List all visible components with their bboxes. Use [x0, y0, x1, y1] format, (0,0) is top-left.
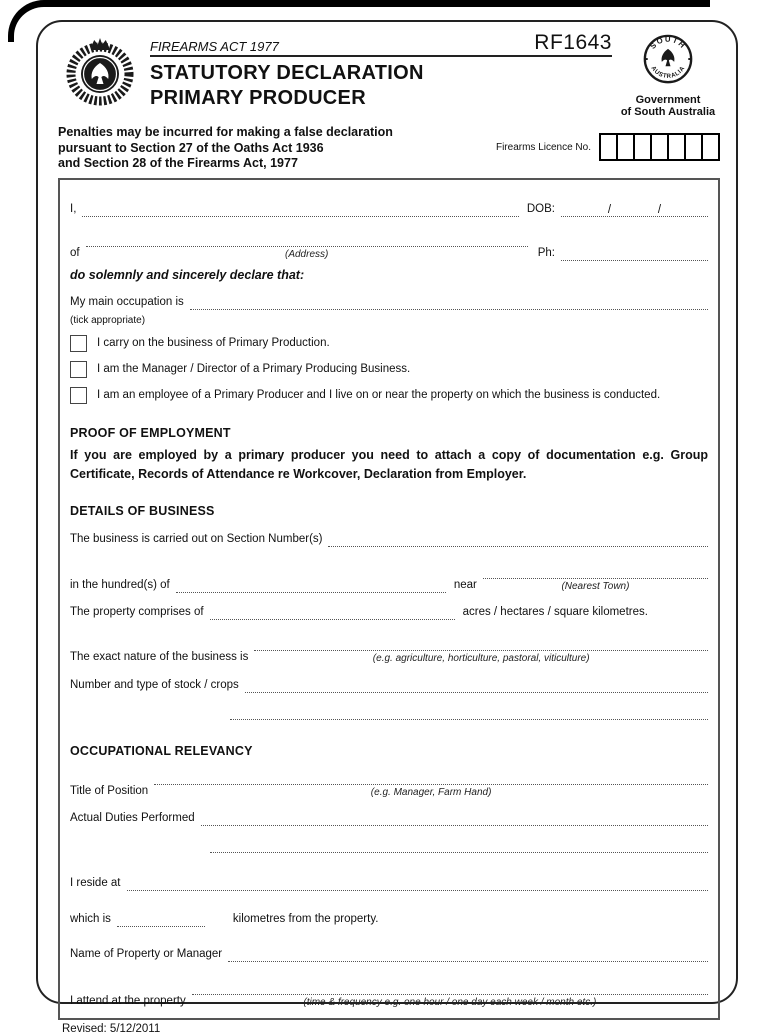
duties-row — [70, 810, 708, 826]
proof-of-employment-heading: PROOF OF EMPLOYMENT — [70, 425, 231, 440]
reside-row — [70, 875, 708, 891]
gov-logo-arc-bottom: AUSTRALIA — [649, 64, 687, 80]
nature-label: The exact nature of the business is — [70, 650, 249, 663]
header-titles — [150, 32, 612, 111]
gov-logo-caption — [616, 94, 720, 118]
option-row-2 — [70, 361, 708, 378]
hundreds-label: in the hundred(s) of — [70, 578, 170, 591]
stock-label: Number and type of stock / crops — [70, 678, 239, 691]
option-label-2: I am the Manager / Director of a Primary Producing Business. — [97, 363, 411, 375]
nature-row — [70, 635, 708, 665]
title-position-hint: (e.g. Manager, Farm Hand) — [370, 786, 492, 798]
sa-gov-logo-icon — [639, 32, 697, 88]
duties-field[interactable] — [201, 810, 708, 826]
property-comprises-label: The property comprises of — [70, 605, 204, 618]
hundreds-field[interactable] — [176, 577, 446, 593]
form-title-line2: PRIMARY PRODUCER — [150, 87, 366, 109]
distance-field[interactable] — [117, 911, 205, 927]
reside-field[interactable] — [127, 875, 709, 891]
stock-field-line2[interactable] — [230, 717, 708, 720]
phone-field[interactable] — [561, 245, 708, 261]
form-title — [150, 61, 612, 111]
dob-separator: / — [657, 203, 662, 216]
of-label: of — [70, 246, 80, 259]
attend-row — [70, 979, 708, 1009]
occupation-label: My main occupation is — [70, 295, 184, 308]
header — [58, 32, 720, 118]
title-position-label: Title of Position — [70, 784, 149, 797]
licence-box[interactable] — [701, 133, 720, 161]
name-field[interactable] — [82, 201, 518, 217]
declaration-box — [58, 178, 720, 1020]
property-size-row — [70, 604, 708, 620]
property-name-field[interactable] — [228, 946, 708, 962]
hundreds-row — [70, 563, 708, 593]
duties-field-line2[interactable] — [210, 850, 708, 853]
option-row-3 — [70, 387, 708, 404]
ph-label: Ph: — [537, 246, 555, 259]
penalty-row — [58, 125, 720, 172]
address-phone-row — [70, 231, 708, 261]
form-title-line1: STATUTORY DECLARATION — [150, 62, 424, 84]
near-field[interactable] — [483, 563, 708, 579]
nature-field[interactable] — [254, 635, 708, 651]
licence-box-grid — [599, 133, 720, 161]
checkbox-primary-production[interactable] — [70, 335, 87, 352]
stock-field[interactable] — [245, 677, 708, 693]
licence-number-block — [496, 133, 720, 161]
section-numbers-row — [70, 531, 708, 547]
dob-separator: / — [607, 203, 612, 216]
section-numbers-label: The business is carried out on Section Number(s) — [70, 532, 323, 545]
kilometres-label: kilometres from the property. — [232, 912, 379, 925]
stock-row — [70, 677, 708, 693]
property-name-row — [70, 946, 708, 962]
gov-caption-line2: of South Australia — [620, 106, 716, 118]
act-title: FIREARMS ACT 1977 — [150, 39, 279, 54]
dob-field[interactable] — [561, 201, 708, 217]
distance-row — [70, 911, 708, 927]
gov-logo-block — [616, 32, 720, 118]
nature-hint: (e.g. agriculture, horticulture, pastoral, viticulture) — [372, 652, 590, 664]
tick-hint: (tick appropriate) — [70, 314, 146, 326]
gov-logo-arc-top: SOUTH — [648, 34, 688, 51]
dob-label: DOB: — [526, 202, 555, 215]
address-field[interactable] — [86, 231, 528, 247]
option-row-1 — [70, 335, 708, 352]
declare-statement: do solemnly and sincerely declare that: — [70, 267, 305, 282]
duties-label: Actual Duties Performed — [70, 811, 195, 824]
attend-label: I attend at the property — [70, 994, 186, 1007]
address-hint: (Address) — [284, 248, 329, 260]
occupational-relevancy-heading: OCCUPATIONAL RELEVANCY — [70, 743, 253, 758]
occupation-field[interactable] — [190, 294, 708, 310]
penalties-line2: pursuant to Section 27 of the Oaths Act 1936 — [58, 140, 324, 155]
title-position-field[interactable] — [154, 769, 708, 785]
details-of-business-heading: DETAILS OF BUSINESS — [70, 503, 215, 518]
checkbox-employee[interactable] — [70, 387, 87, 404]
checkbox-manager-director[interactable] — [70, 361, 87, 378]
name-dob-row — [70, 201, 708, 217]
reside-label: I reside at — [70, 876, 121, 889]
section-numbers-field[interactable] — [328, 531, 708, 547]
i-label: I, — [70, 202, 77, 215]
title-position-row — [70, 769, 708, 799]
near-label: near — [453, 578, 477, 591]
gov-caption-line1: Government — [635, 94, 701, 106]
proof-of-employment-body: If you are employed by a primary producer you need to attach a copy of documentation e.g. Group Certificate, Records of Attendance re Workcover, Declaration from Employer. — [70, 447, 708, 481]
form-page — [36, 20, 738, 1035]
revised-date: Revised: 5/12/2011 — [62, 1022, 161, 1035]
form-number: RF1643 — [534, 31, 612, 54]
option-label-1: I carry on the business of Primary Production. — [97, 337, 330, 349]
property-size-field[interactable] — [210, 604, 455, 620]
sa-police-crest-icon — [58, 32, 142, 106]
units-label: acres / hectares / square kilometres. — [462, 605, 648, 618]
attend-field[interactable] — [192, 979, 708, 995]
which-is-label: which is — [70, 912, 111, 925]
penalties-line1: Penalties may be incurred for making a false declaration — [58, 125, 393, 139]
nearest-town-hint: (Nearest Town) — [561, 580, 630, 592]
crown-icon — [91, 38, 109, 47]
penalties-line3: and Section 28 of the Firearms Act, 1977 — [58, 156, 298, 170]
option-label-3: I am an employee of a Primary Producer and I live on or near the property on which the business is conducted. — [97, 389, 661, 401]
attend-hint: (time & frequency e.g. one hour / one day each week / month etc.) — [303, 996, 597, 1008]
act-row — [150, 32, 612, 57]
licence-number-label: Firearms Licence No. — [495, 141, 591, 153]
penalties-text — [58, 125, 488, 172]
property-name-label: Name of Property or Manager — [70, 947, 223, 960]
occupation-row — [70, 294, 708, 310]
